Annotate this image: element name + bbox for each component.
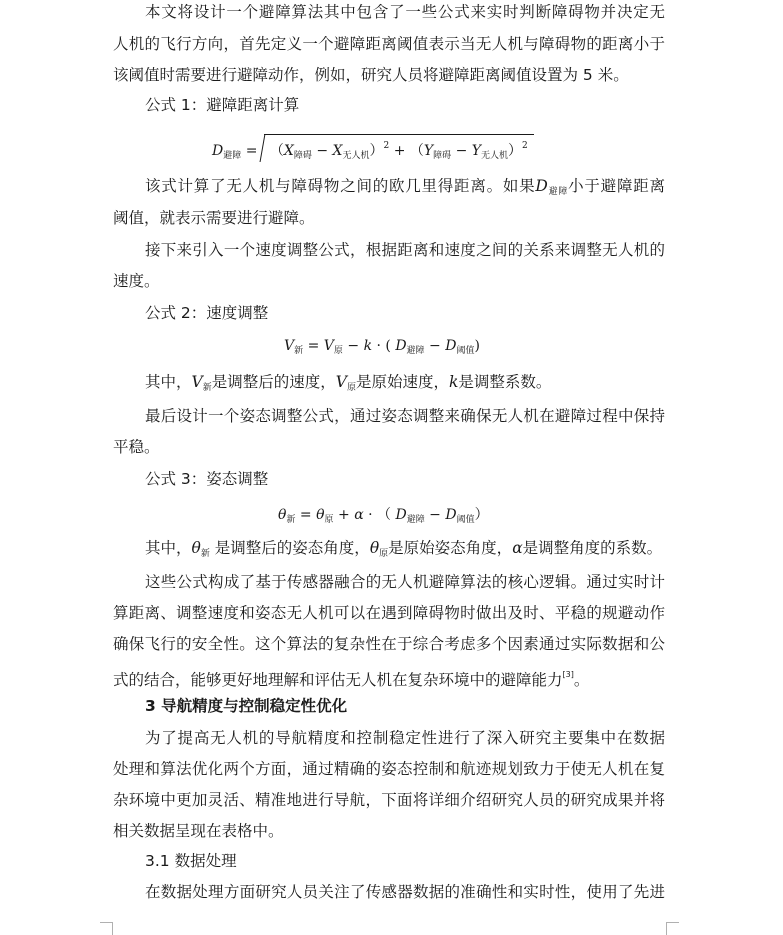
paragraph-line: 在数据处理方面研究人员关注了传感器数据的准确性和实时性，使用了先进	[145, 883, 665, 901]
crop-mark	[666, 922, 679, 935]
paragraph-line: 算距离、调整速度和姿态无人机可以在遇到障碍物时做出及时、平稳的规避动作	[113, 604, 665, 622]
formula-attitude: $\theta_新 = \theta_原 + \alpha$ · （ $D_{避障} - D_{阈值}$）	[278, 507, 489, 525]
section-heading: 3 导航精度与控制稳定性优化	[145, 697, 348, 715]
crop-mark	[100, 922, 113, 935]
paragraph-line: 杂环境中更加灵活、精准地进行导航，下面将详细介绍研究人员的研究成果并将	[113, 791, 665, 809]
paragraph-line: 相关数据呈现在表格中。	[113, 822, 284, 840]
paragraph-line: 其中，$\theta_新$ 是调整后的姿态角度，$\theta_原$是原始姿态角度，α是调整角度的系数。	[145, 539, 663, 559]
paragraph-line: 人机的飞行方向，首先定义一个避障距离阈值表示当无人机与障碍物的距离小于	[113, 35, 665, 53]
formula-label: 公式 3：姿态调整	[145, 470, 269, 488]
formula-label: 公式 2：速度调整	[145, 304, 269, 322]
paragraph-line: 这些公式构成了基于传感器融合的无人机避障算法的核心逻辑。通过实时计	[145, 573, 665, 591]
paragraph-line: 处理和算法优化两个方面，通过精确的姿态控制和航迹规划致力于使无人机在复	[113, 760, 665, 778]
paragraph-line: 式的结合，能够更好地理解和评估无人机在复杂环境中的避障能力[3]。	[113, 670, 590, 689]
paragraph-line: 该式计算了无人机与障碍物之间的欧几里得距离。如果$D_{避障}$小于避障距离	[145, 177, 665, 197]
paragraph-line: 接下来引入一个速度调整公式，根据距离和速度之间的关系来调整无人机的	[145, 241, 665, 259]
formula-distance: $D_{避障} = (X_{障碍} - X_{无人机})^2 + (Y_{障碍} - Y_{无人机})^2$	[212, 141, 528, 161]
paragraph-line: 为了提高无人机的导航精度和控制稳定性进行了深入研究主要集中在数据	[145, 729, 665, 747]
formula-velocity: $V_新 = V_原 - k$ · ( $D_{避障} - D_{阈值}$)	[284, 338, 480, 356]
paragraph-line: 该阈值时需要进行避障动作，例如，研究人员将避障距离阈值设置为 5 米。	[113, 66, 629, 84]
paragraph-line: 确保飞行的安全性。这个算法的复杂性在于综合考虑多个因素通过实际数据和公	[113, 635, 665, 653]
formula-label: 公式 1：避障距离计算	[145, 96, 300, 114]
paragraph-line: 速度。	[113, 272, 160, 290]
citation: [3]	[562, 670, 574, 679]
paragraph-line: 本文将设计一个避障算法其中包含了一些公式来实时判断障碍物并决定无	[145, 3, 665, 21]
subsection-heading: 3.1 数据处理	[145, 852, 237, 870]
paragraph-line: 阈值，就表示需要进行避障。	[113, 209, 315, 227]
paragraph-line: 平稳。	[113, 438, 160, 456]
paragraph-line: 其中，$V_新$是调整后的速度，$V_原$是原始速度，k是调整系数。	[145, 373, 552, 393]
paragraph-line: 最后设计一个姿态调整公式，通过姿态调整来确保无人机在避障过程中保持	[145, 407, 665, 425]
